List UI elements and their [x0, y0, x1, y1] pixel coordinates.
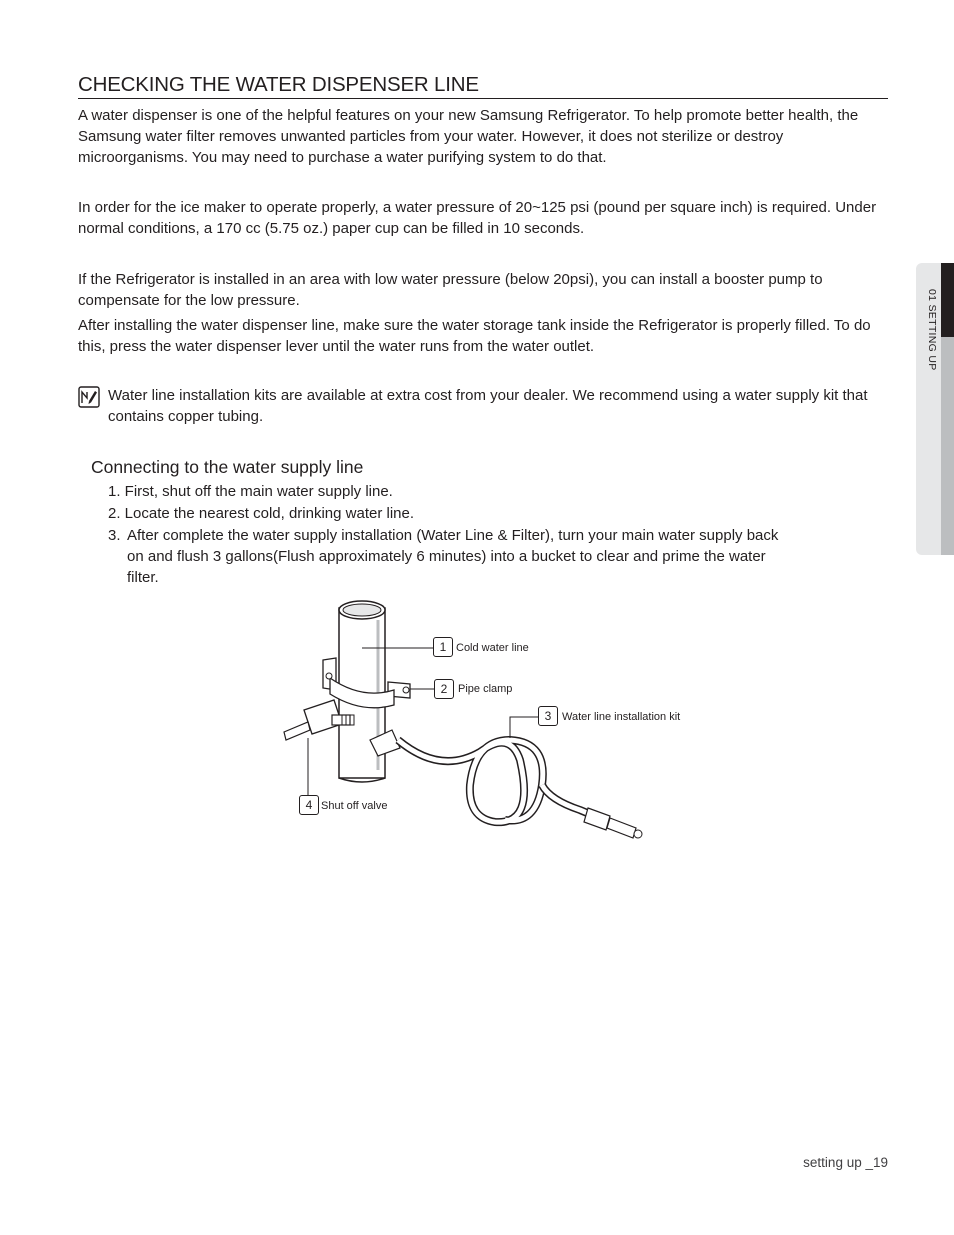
- callout-number-4: 4: [299, 795, 319, 815]
- step-1: 1. First, shut off the main water supply line.: [108, 483, 393, 500]
- water-line-diagram: [270, 590, 710, 850]
- callout-label-cold-water-line: Cold water line: [456, 642, 529, 654]
- pressure-paragraph: In order for the ice maker to operate properly, a water pressure of 20~125 psi (pound per square inch) is required. Under normal conditions, a 170 cc (5.75 oz.) paper cup can be filled in 10 seconds.: [78, 199, 877, 237]
- page-footer: setting up _19: [803, 1155, 888, 1170]
- chapter-side-label: 01 SETTING UP: [926, 289, 938, 371]
- callout-label-shut-off-valve: Shut off valve: [321, 800, 388, 812]
- callout-number-3: 3: [538, 706, 558, 726]
- booster-pump-paragraph: If the Refrigerator is installed in an area with low water pressure (below 20psi), you can install a booster pump to compensate for the low pressure.: [78, 271, 823, 309]
- step-3: 3. After complete the water supply installation (Water Line & Filter), turn your main water supply back on and flush 3 gallons(Flush approximately 6 minutes) into a bucket to clear and prime the water filter.: [108, 527, 779, 586]
- callout-label-pipe-clamp: Pipe clamp: [458, 683, 513, 695]
- note-pencil-icon: [78, 386, 100, 408]
- note-text: Water line installation kits are available at extra cost from your dealer. We recommend using a water supply kit that contains copper tubing.: [108, 387, 868, 425]
- step-2: 2. Locate the nearest cold, drinking water line.: [108, 505, 415, 522]
- subsection-title: Connecting to the water supply line: [91, 457, 364, 477]
- storage-tank-paragraph: After installing the water dispenser line, make sure the water storage tank inside the Refrigerator is properly filled. To do this, press the water dispenser lever until the water runs from the water outlet.: [78, 317, 871, 355]
- callout-label-water-line-installation-kit: Water line installation kit: [562, 711, 681, 723]
- intro-paragraph: A water dispenser is one of the helpful features on your new Samsung Refrigerator. To help promote better health, the Samsung water filter removes unwanted particles from your water. However, it does not sterilize or destroy microorganisms. You may need to purchase a water purifying system to do that.: [78, 107, 859, 166]
- chapter-side-bar-marker: [941, 263, 954, 337]
- callout-number-2: 2: [434, 679, 454, 699]
- callout-number-1: 1: [433, 637, 453, 657]
- section-title: CHECKING THE WATER DISPENSER LINE: [78, 72, 888, 99]
